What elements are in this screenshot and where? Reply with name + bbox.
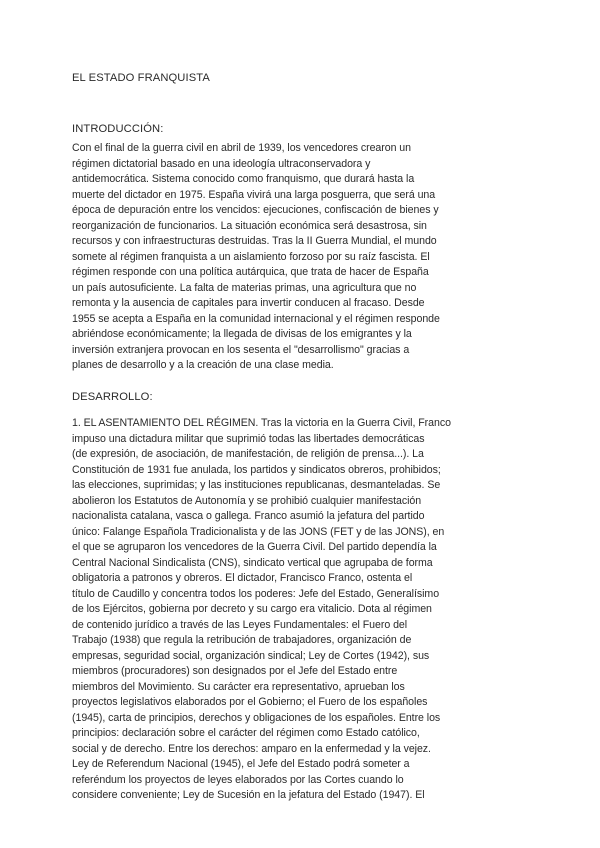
document-title: EL ESTADO FRANQUISTA	[72, 72, 210, 84]
intro-text-line: régimen responde con una política autárquica, que trata de hacer de España	[72, 266, 429, 278]
development-text-line: principios: declaración sobre el carácter del régimen como Estado católico,	[72, 727, 420, 739]
development-text-line: miembros del Movimiento. Su carácter era representativo, aprueban los	[72, 680, 405, 693]
intro-heading: INTRODUCCIÓN:	[72, 123, 164, 135]
intro-text-line: somete al régimen franquista a un aislamiento forzoso por su raíz fascista. El	[72, 250, 430, 263]
intro-text-line: recursos y con infraestructuras destruidas. Tras la II Guerra Mundial, el mundo	[72, 235, 437, 247]
development-text-line: de los Ejércitos, gobierna por decreto y su cargo era vitalicio. Dota al régimen	[72, 603, 432, 615]
development-text-line: el que se agruparon los vencedores de la Guerra Civil. Del partido dependía la	[72, 541, 437, 553]
development-heading: DESARROLLO:	[72, 391, 153, 403]
development-text-line: miembros (procuradores) son designados por el Jefe del Estado entre	[72, 665, 398, 677]
development-text-line: único: Falange Española Tradicionalista y de las JONS (FET y de las JONS), en	[72, 525, 445, 538]
development-text-line: abolieron los Estatutos de Autonomía y se prohibió cualquier manifestación	[72, 494, 422, 507]
intro-text-line: inversión extranjera provocan en los sesenta el "desarrollismo" gracias a	[72, 343, 410, 356]
development-text-line: 1. EL ASENTAMIENTO DEL RÉGIMEN. Tras la victoria en la Guerra Civil, Franco	[72, 417, 451, 429]
development-text-line: Central Nacional Sindicalista (CNS), sindicato vertical que agrupaba de forma	[72, 556, 433, 569]
development-text-line: título de Caudillo y concentra todos los poderes: Jefe del Estado, Generalísimo	[72, 587, 440, 600]
development-text-line: Trabajo (1938) que regula la retribución de trabajadores, organización de	[72, 634, 412, 646]
intro-text-line: 1955 se acepta a España en la comunidad internacional y el régimen responde	[72, 312, 440, 325]
intro-text-line: reorganización de funcionarios. La situación económica será desastrosa, sin	[72, 219, 427, 232]
development-text-line: las elecciones, suprimidas; y las instituciones republicanas, desmanteladas. Se	[72, 479, 441, 491]
development-text-line: obligatoria a patronos y obreros. El dictador, Francisco Franco, ostenta el	[72, 572, 413, 584]
intro-text-line: muerte del dictador en 1975. España vivirá una larga posguerra, que será una	[72, 188, 436, 201]
development-text-line: proyectos legislativos elaborados por el Gobierno; el Fuero de los españoles	[72, 696, 428, 708]
development-text-line: impuso una dictadura militar que suprimió todas las libertades democráticas	[72, 432, 425, 445]
intro-text-line: Con el final de la guerra civil en abril de 1939, los vencedores crearon un	[72, 142, 411, 154]
development-text-line: de contenido jurídico a través de las Leyes Fundamentales: el Fuero del	[72, 618, 408, 631]
intro-text-line: antidemocrática. Sistema conocido como franquismo, que durará hasta la	[72, 173, 415, 185]
intro-paragraph	[72, 141, 532, 374]
intro-text-line: régimen dictatorial basado en una ideología ultraconservadora y	[72, 157, 371, 170]
development-text-line: (1945), carta de principios, derechos y obligaciones de los españoles. Entre los	[72, 711, 441, 724]
intro-text-line: planes de desarrollo y a la creación de una clase media.	[72, 359, 334, 371]
intro-text-line: un país autosuficiente. La falta de materias primas, una agricultura que no	[72, 281, 417, 294]
development-text-line: Constitución de 1931 fue anulada, los partidos y sindicatos obreros, prohibidos;	[72, 463, 441, 476]
development-text-line: social y de derecho. Entre los derechos: amparo en la enfermedad y la vejez.	[72, 742, 431, 755]
intro-text-line: época de depuración entre los vencidos: ejecuciones, confiscación de bienes y	[72, 204, 439, 216]
development-text-line: empresas, seguridad social, organización sindical; Ley de Cortes (1942), sus	[72, 649, 430, 662]
development-text-line: considere conveniente; Ley de Sucesión en la jefatura del Estado (1947). El	[72, 789, 425, 801]
intro-text-line: remonta y la ausencia de capitales para invertir conducen al fracaso. Desde	[72, 297, 425, 309]
development-paragraph	[72, 416, 532, 804]
development-text-line: (de expresión, de asociación, de manifestación, de religión de prensa...). La	[72, 448, 424, 460]
development-text-line: nacionalista catalana, vasca o gallega. Franco asumió la jefatura del partido	[72, 510, 425, 522]
intro-text-line: abriéndose económicamente; la llegada de divisas de los emigrantes y la	[72, 328, 412, 340]
development-text-line: Ley de Referendum Nacional (1945), el Jefe del Estado podrá someter a	[72, 758, 410, 770]
development-text-line: referéndum los proyectos de leyes elaborados por las Cortes cuando lo	[72, 773, 404, 786]
